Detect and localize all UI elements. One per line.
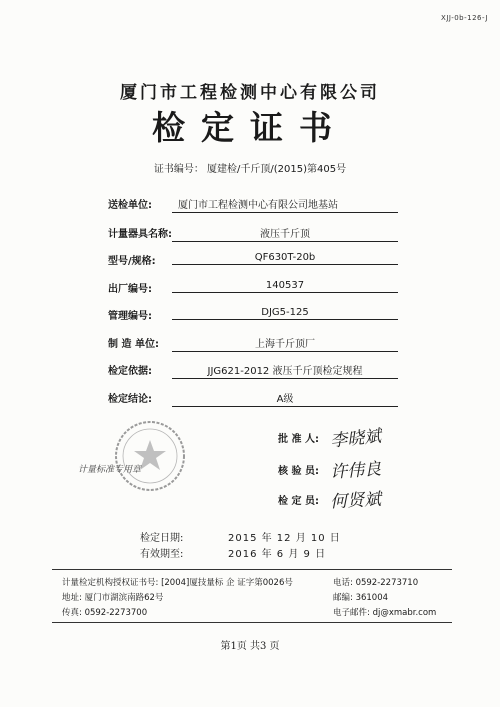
page-number: 第1页 共3 页 <box>220 641 280 652</box>
field-value-model: QF630T-20b <box>172 252 398 265</box>
page-title: 检定证书 <box>152 108 348 147</box>
field-value-conclusion: A级 <box>172 390 398 407</box>
valid-until-label: 有效期至: <box>140 549 184 560</box>
footer-email: 电子邮件: dj@xmabr.com <box>333 608 437 618</box>
footer-divider-bottom <box>52 622 452 623</box>
approver-label: 批 准 人: <box>278 434 319 445</box>
field-value-instrument-name: 液压千斤顶 <box>172 225 398 242</box>
seal-text: 计量标准专用章 <box>78 465 142 475</box>
footer-divider-top <box>52 569 452 570</box>
company-name: 厦门市工程检测中心有限公司 <box>120 83 380 103</box>
field-value-basis: JJG621-2012 液压千斤顶检定规程 <box>172 362 398 379</box>
field-label-basis: 检定依据: <box>108 366 152 377</box>
footer-authorization: 计量检定机构授权证书号: [2004]厦技量标 企 证字第0026号 <box>62 578 293 588</box>
field-label-submitter: 送检单位: <box>108 200 152 211</box>
verifier-signature: 何贤斌 <box>329 489 382 513</box>
official-seal <box>112 418 188 494</box>
verification-date-value: 2015 年 12 月 10 日 <box>228 533 341 544</box>
field-label-model: 型号/规格: <box>108 256 156 267</box>
field-label-serial-number: 出厂编号: <box>108 284 152 295</box>
checker-signature: 许伟良 <box>329 459 382 483</box>
footer-address: 地址: 厦门市湖滨南路62号 <box>62 593 164 603</box>
verification-date-label: 检定日期: <box>140 533 184 544</box>
document-code: XJJ-0b-126-J <box>441 14 488 22</box>
field-label-conclusion: 检定结论: <box>108 394 152 405</box>
checker-label: 核 验 员: <box>278 466 319 477</box>
field-value-management-number: DJG5-125 <box>172 307 398 320</box>
verifier-label: 检 定 员: <box>278 496 319 507</box>
footer-phone: 电话: 0592-2273710 <box>333 578 419 588</box>
field-label-manufacturer: 制 造 单位: <box>108 339 159 350</box>
valid-until-value: 2016 年 6 月 9 日 <box>228 549 327 560</box>
field-value-manufacturer: 上海千斤顶厂 <box>172 335 398 352</box>
certificate-number: 证书编号： 厦建检/千斤顶/(2015)第405号 <box>153 164 347 175</box>
field-label-instrument-name: 计量器具名称: <box>108 229 172 240</box>
field-label-management-number: 管理编号: <box>108 311 152 322</box>
footer-postcode: 邮编: 361004 <box>333 593 389 603</box>
field-value-submitter: 厦门市工程检测中心有限公司地基站 <box>172 196 398 213</box>
approver-signature: 李晓斌 <box>329 426 383 452</box>
footer-fax: 传真: 0592-2273700 <box>62 608 148 618</box>
field-value-serial-number: 140537 <box>172 280 398 293</box>
